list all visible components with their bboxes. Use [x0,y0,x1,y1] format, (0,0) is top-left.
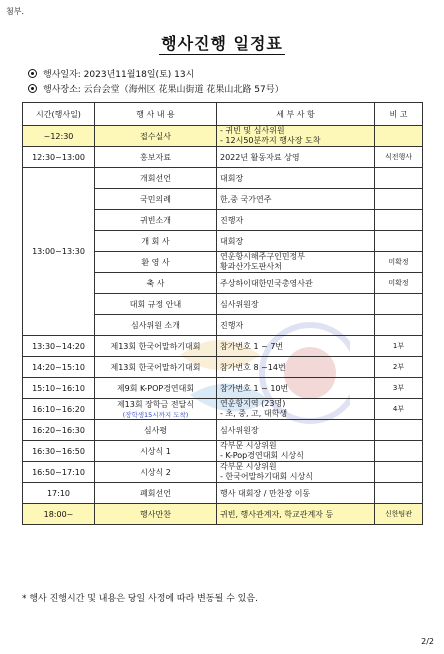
item-cell: 제13회 한국어말하기대회 [95,357,217,378]
detail-cell: 연운항시해주구인민정부 황과산가도판사처 [217,252,375,273]
table-row [23,441,423,462]
note-cell [375,210,423,231]
item-cell: 홍보자료 [95,147,217,168]
note-cell [375,231,423,252]
table-row [23,336,423,357]
note-cell [375,315,423,336]
bullet-icon [28,84,37,93]
item-cell: 시상식 1 [95,441,217,462]
table-row [23,462,423,483]
time-cell: 18:00~ [23,504,95,525]
event-date-line: 행사일자: 2023년11월18일(토) 13시 [28,67,194,80]
table-row [23,504,423,525]
detail-cell: 행사 대회장 / 만찬장 이동 [217,483,375,504]
note-cell [375,294,423,315]
attachment-label: 첨부. [6,7,24,16]
time-cell: 16:20~16:30 [23,420,95,441]
item-cell: 시상식 2 [95,462,217,483]
detail-cell: 주상하이대한민국총영사관 [217,273,375,294]
table-row [23,399,423,420]
detail-cell: 각부문 시상위원 - K-Pop경연대회 시상식 [217,441,375,462]
item-cell: 제13회 한국어말하기대회 [95,336,217,357]
page-title: 행사진행 일정표 [161,34,283,53]
note-cell: 2부 [375,357,423,378]
detail-cell: 진행자 [217,315,375,336]
note-cell: 미확정 [375,273,423,294]
item-cell: 폐회선언 [95,483,217,504]
note-cell [375,126,423,147]
detail-cell: 연운항지역 (23명) - 초, 중, 고, 대학생 [217,399,375,420]
detail-cell: 한,중 국가연주 [217,189,375,210]
detail-cell: 참가번호 8 ~14번 [217,357,375,378]
time-cell: 16:10~16:20 [23,399,95,420]
time-cell: ~12:30 [23,126,95,147]
table-header-row [23,103,423,126]
item-cell: 개 회 사 [95,231,217,252]
time-cell: 13:30~14:20 [23,336,95,357]
item-cell: 접수실사 [95,126,217,147]
note-cell [375,483,423,504]
time-cell: 14:20~15:10 [23,357,95,378]
table-row [23,147,423,168]
item-cell: 제9회 K-POP경연대회 [95,378,217,399]
detail-cell: 각부문 시상위원 - 한국어말하기대회 시상식 [217,462,375,483]
header-note: 비 고 [375,103,423,126]
note-cell: 4부 [375,399,423,420]
time-cell: 16:30~16:50 [23,441,95,462]
item-cell: 행사만찬 [95,504,217,525]
header-time: 시간(행사일) [23,103,95,126]
table-row [23,420,423,441]
detail-cell: 심사위원장 [217,294,375,315]
page-number: 2/2 [421,637,434,646]
event-place-line: 행사장소: 云台会堂（海州区 花果山街道 花果山北路 57号） [28,82,284,95]
note-cell [375,168,423,189]
note-cell: 식전행사 [375,147,423,168]
note-cell [375,420,423,441]
table-row [23,126,423,147]
note-cell [375,189,423,210]
footnote: * 행사 진행시간 및 내용은 당일 사정에 따라 변동될 수 있음. [22,594,258,604]
detail-cell: 귀빈, 행사관계자, 학교관계자 등 [217,504,375,525]
note-cell [375,441,423,462]
time-cell: 13:00~13:30 [23,168,95,336]
note-cell: 신한팀관 [375,504,423,525]
item-cell: 심사평 [95,420,217,441]
detail-cell: 참가번호 1 ~ 7번 [217,336,375,357]
detail-cell: 대회장 [217,168,375,189]
detail-cell: 진행자 [217,210,375,231]
item-cell: 귀빈소개 [95,210,217,231]
item-cell: 심사위원 소개 [95,315,217,336]
bullet-icon [28,69,37,78]
table-row [23,483,423,504]
item-subnote: (장학생15시까지 도착) [122,411,189,419]
item-cell: 국민의례 [95,189,217,210]
time-cell: 16:50~17:10 [23,462,95,483]
detail-cell: 대회장 [217,231,375,252]
item-cell: 개회선언 [95,168,217,189]
schedule-table [22,102,423,525]
table-row [23,168,423,189]
time-cell: 17:10 [23,483,95,504]
detail-cell: - 귀빈 및 심사위원 - 12시50분까지 행사장 도착 [217,126,375,147]
item-cell: 환 영 사 [95,252,217,273]
detail-cell: 심사위원장 [217,420,375,441]
time-cell: 12:30~13:00 [23,147,95,168]
header-item: 행 사 내 용 [95,103,217,126]
detail-cell: 2022년 활동자료 상영 [217,147,375,168]
table-row [23,378,423,399]
note-cell: 3부 [375,378,423,399]
item-cell: 대회 규정 안내 [95,294,217,315]
note-cell [375,462,423,483]
note-cell: 미확정 [375,252,423,273]
time-cell: 15:10~16:10 [23,378,95,399]
item-cell: 축 사 [95,273,217,294]
item-cell: 제13회 장학금 전달식 (장학생15시까지 도착) [95,399,217,420]
note-cell: 1부 [375,336,423,357]
table-row [23,357,423,378]
detail-cell: 참가번호 1 ~ 10번 [217,378,375,399]
header-detail: 세 부 사 항 [217,103,375,126]
